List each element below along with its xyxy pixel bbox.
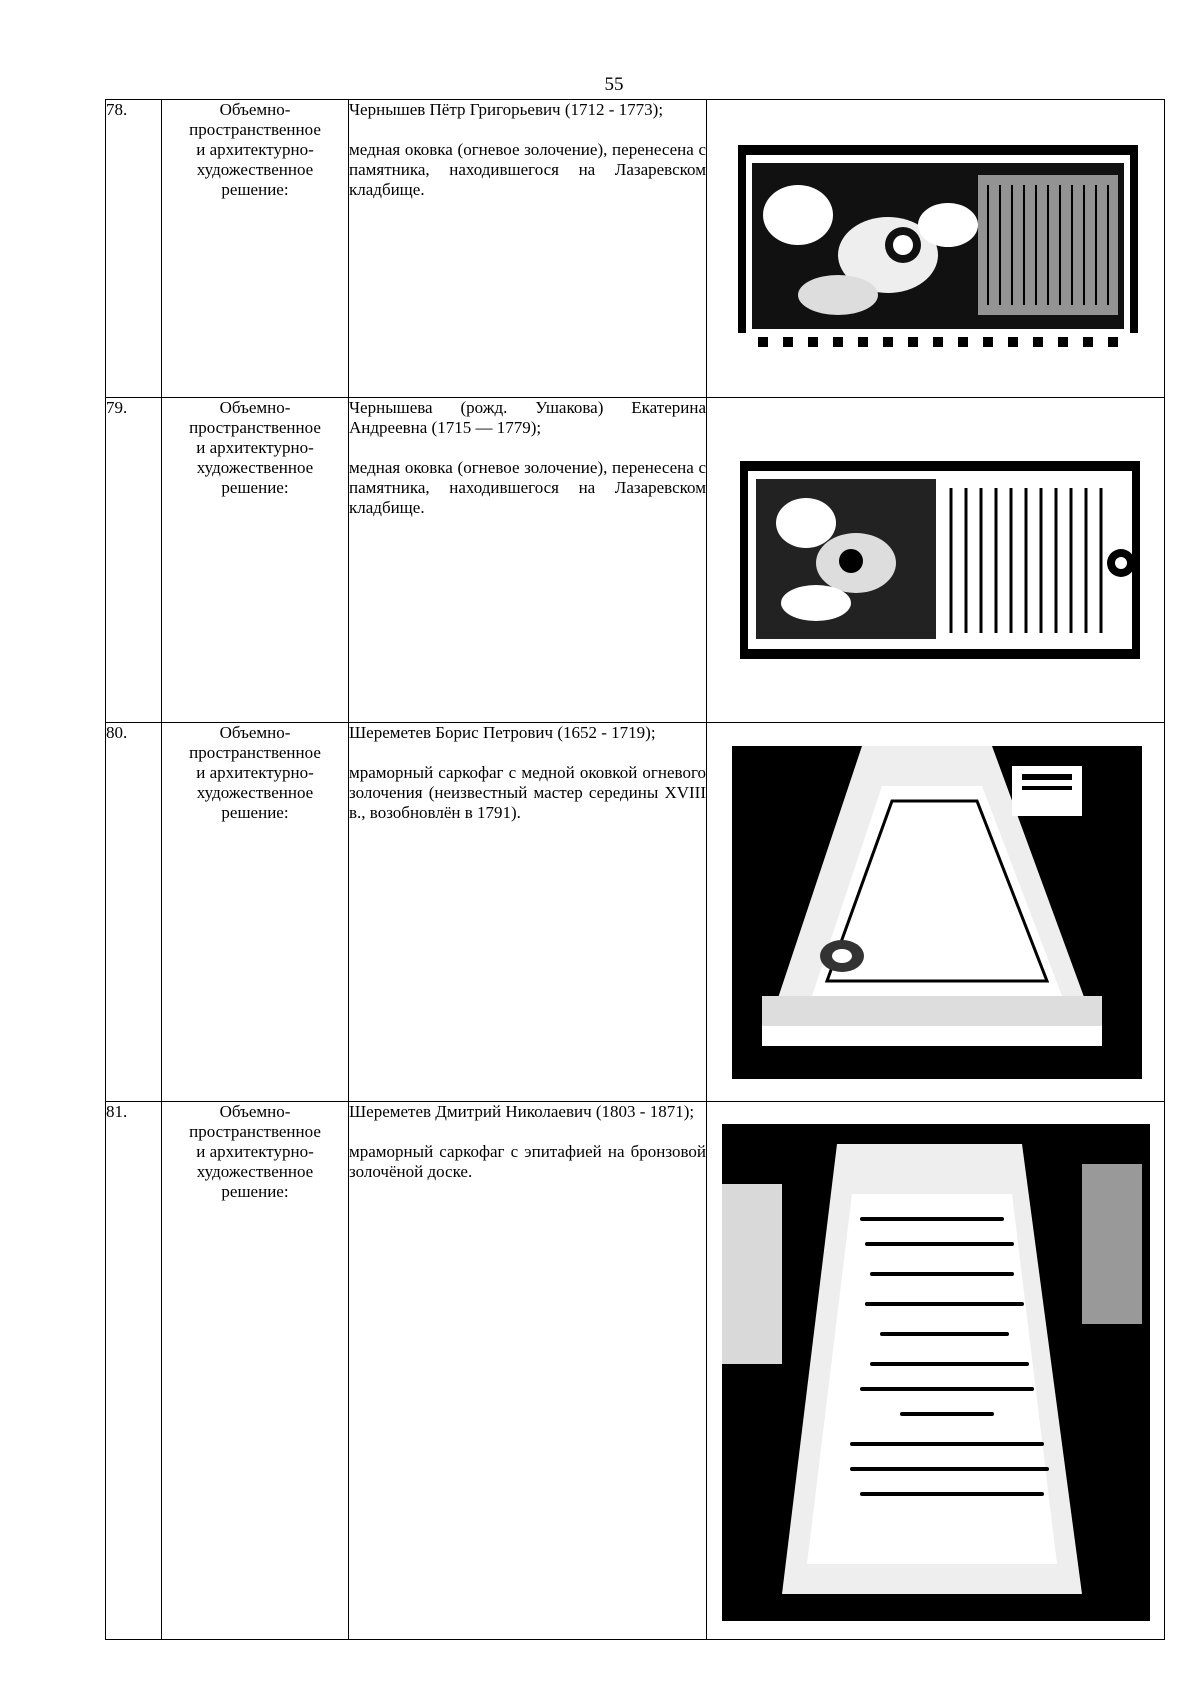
table-row: [106, 723, 1165, 1102]
row-number: 80.: [106, 723, 162, 1102]
photo-cell: [707, 398, 1165, 723]
type-line: решение:: [221, 803, 289, 822]
type-line: пространственное: [189, 1122, 321, 1141]
table-row: [106, 1102, 1165, 1640]
epitaph-photo: [722, 1124, 1150, 1621]
type-line: Объемно-: [219, 1102, 291, 1121]
photo-cell: [707, 1102, 1165, 1640]
monument-type: [162, 1102, 349, 1640]
type-line: пространственное: [189, 120, 321, 139]
table-row: [106, 398, 1165, 723]
type-line: решение:: [221, 180, 289, 199]
object-description: мраморный саркофаг с эпитафией на бронзовой золочёной доске.: [349, 1142, 706, 1181]
type-line: художественное: [196, 783, 314, 802]
monument-description: [349, 398, 707, 723]
row-number: 79.: [106, 398, 162, 723]
type-line: решение:: [221, 1182, 289, 1201]
photo-cell: [707, 100, 1165, 398]
type-line: Объемно-: [219, 723, 291, 742]
person-name: Шереметев Дмитрий Николаевич (1803 - 1871);: [349, 1102, 695, 1121]
type-line: пространственное: [189, 418, 321, 437]
person-name: Чернышева (рожд. Ушакова) Екатерина Андреевна (1715 — 1779);: [349, 398, 706, 437]
object-description: мраморный саркофаг с медной оковкой огневого золочения (неизвестный мастер середины XVIII в., возобновлён в 1791).: [349, 763, 706, 822]
sarcophagus-photo: [732, 746, 1142, 1079]
plaque-photo: [738, 145, 1138, 352]
row-number: 81.: [106, 1102, 162, 1640]
monument-type: [162, 723, 349, 1102]
page-number: 55: [604, 74, 624, 95]
object-description: медная оковка (огневое золочение), перенесена с памятника, находившегося на Лазаревском кладбище.: [349, 140, 706, 199]
monument-type: [162, 398, 349, 723]
type-line: художественное: [196, 458, 314, 477]
type-line: и архитектурно-: [196, 763, 314, 782]
person-name: Шереметев Борис Петрович (1652 - 1719);: [349, 723, 656, 742]
type-line: и архитектурно-: [196, 438, 314, 457]
type-line: пространственное: [189, 743, 321, 762]
type-line: и архитектурно-: [196, 140, 314, 159]
monument-description: [349, 100, 707, 398]
type-line: и архитектурно-: [196, 1142, 314, 1161]
plaque-photo: [736, 453, 1144, 665]
object-description: медная оковка (огневое золочение), перенесена с памятника, находившегося на Лазаревском кладбище.: [349, 458, 706, 517]
type-line: Объемно-: [219, 100, 291, 119]
monument-description: [349, 1102, 707, 1640]
monument-description: [349, 723, 707, 1102]
row-number: 78.: [106, 100, 162, 398]
person-name: Чернышев Пётр Григорьевич (1712 - 1773);: [349, 100, 664, 119]
type-line: решение:: [221, 478, 289, 497]
monument-type: [162, 100, 349, 398]
type-line: художественное: [196, 1162, 314, 1181]
table-row: [106, 100, 1165, 398]
type-line: Объемно-: [219, 398, 291, 417]
monuments-table: [105, 99, 1165, 1640]
photo-cell: [707, 723, 1165, 1102]
type-line: художественное: [196, 160, 314, 179]
